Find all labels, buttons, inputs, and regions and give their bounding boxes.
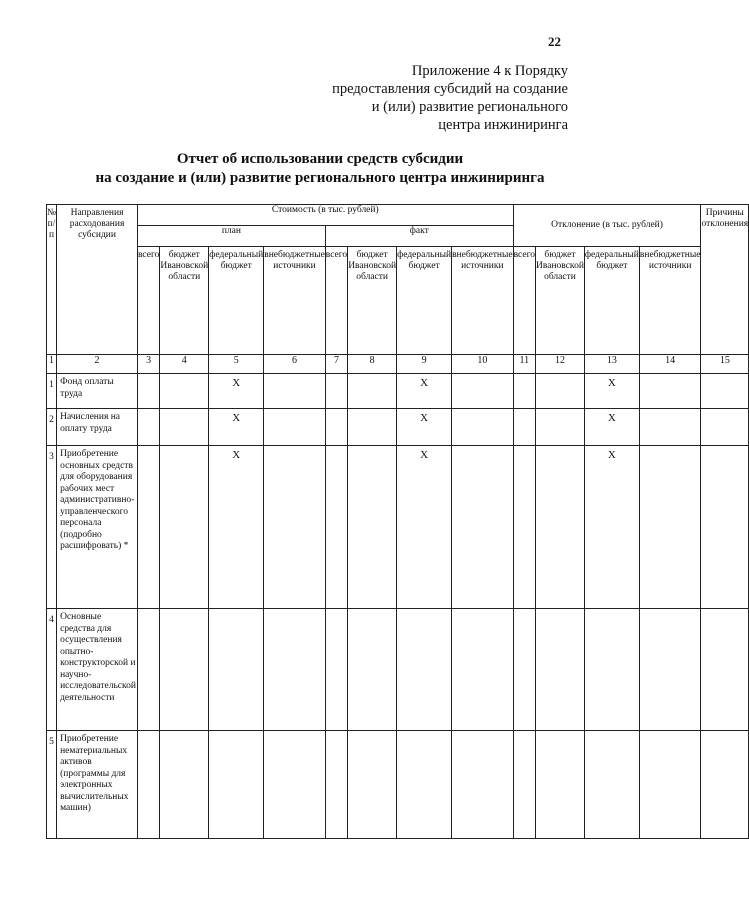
table-cell: [536, 446, 585, 609]
header-deviation: Отклонение (в тыс. рублей): [513, 205, 701, 247]
table-cell: [325, 731, 347, 839]
table-cell: [513, 409, 535, 446]
table-cell: [701, 609, 749, 731]
table-cell: [452, 374, 514, 409]
column-number: 5: [209, 355, 264, 374]
header-plan: план: [137, 226, 325, 247]
table-cell: [209, 731, 264, 839]
table-cell: [160, 446, 209, 609]
table-cell: [701, 731, 749, 839]
table-cell: [264, 609, 326, 731]
federal-mark: X: [397, 374, 452, 409]
federal-mark: X: [209, 374, 264, 409]
header-ivanovo: бюджет Ивановской области: [348, 247, 397, 355]
column-number: 2: [57, 355, 138, 374]
report-title: [0, 150, 640, 188]
table-cell: [137, 731, 159, 839]
header-federal: федеральный бюджет: [397, 247, 452, 355]
table-cell: [639, 374, 701, 409]
table-cell: [701, 446, 749, 609]
table-cell: [160, 409, 209, 446]
table-cell: [452, 409, 514, 446]
column-number: 7: [325, 355, 347, 374]
table-cell: [325, 609, 347, 731]
header-federal: федеральный бюджет: [209, 247, 264, 355]
row-number: 2: [47, 409, 57, 446]
table-cell: [513, 446, 535, 609]
table-cell: [160, 731, 209, 839]
column-number: 1: [47, 355, 57, 374]
table-cell: [348, 731, 397, 839]
report-title-line: Отчет об использовании средств субсидии: [176, 151, 464, 167]
row-direction: Приобретение нематериальных активов (программы для электронных вычислительных машин): [57, 731, 138, 839]
appendix-line: предоставления субсидий на создание: [332, 81, 568, 97]
table-cell: [348, 409, 397, 446]
row-direction: Основные средства для осуществления опытно-конструкторской и научно-исследовательской деятельности: [57, 609, 138, 731]
column-number: 4: [160, 355, 209, 374]
federal-mark: X: [584, 374, 639, 409]
federal-mark: X: [397, 446, 452, 609]
header-total: всего: [513, 247, 535, 355]
column-number: 6: [264, 355, 326, 374]
table-cell: [348, 446, 397, 609]
table-cell: [397, 731, 452, 839]
row-number: 1: [47, 374, 57, 409]
table-cell: [264, 374, 326, 409]
table-cell: [325, 374, 347, 409]
row-number: 5: [47, 731, 57, 839]
page-number: 22: [548, 34, 561, 49]
table-cell: [264, 409, 326, 446]
appendix-line: Приложение 4 к Порядку: [411, 63, 568, 79]
column-number: 11: [513, 355, 535, 374]
table-cell: [701, 409, 749, 446]
header-total: всего: [325, 247, 347, 355]
appendix-line: и (или) развитие регионального: [371, 99, 568, 115]
column-number: 10: [452, 355, 514, 374]
table-row: [47, 374, 749, 409]
table-cell: [397, 609, 452, 731]
table-cell: [348, 374, 397, 409]
header-total: всего: [137, 247, 159, 355]
header-num: № п/п: [47, 205, 57, 355]
table-cell: [137, 609, 159, 731]
header-ivanovo: бюджет Ивановской области: [160, 247, 209, 355]
table-cell: [209, 609, 264, 731]
table-cell: [639, 409, 701, 446]
table-cell: [513, 731, 535, 839]
table-cell: [701, 374, 749, 409]
report-title-line: на создание и (или) развитие регионального центра инжиниринга: [95, 170, 545, 186]
table-cell: [325, 409, 347, 446]
appendix-caption: [332, 62, 568, 134]
column-number: 9: [397, 355, 452, 374]
table-row: [47, 409, 749, 446]
report-table: [46, 204, 749, 839]
table-cell: [584, 609, 639, 731]
header-ivanovo: бюджет Ивановской области: [536, 247, 585, 355]
federal-mark: X: [209, 409, 264, 446]
table-cell: [536, 731, 585, 839]
table-row: [47, 609, 749, 731]
table-cell: [452, 731, 514, 839]
federal-mark: X: [584, 446, 639, 609]
table-cell: [639, 731, 701, 839]
header-federal: федеральный бюджет: [584, 247, 639, 355]
header-fact: факт: [325, 226, 513, 247]
table-cell: [264, 731, 326, 839]
row-direction: Приобретение основных средств для оборудования рабочих мест административно-управленческого персонала (подробно расшифровать) *: [57, 446, 138, 609]
header-extra: внебюджетные источники: [639, 247, 701, 355]
table-cell: [513, 374, 535, 409]
table-cell: [348, 609, 397, 731]
header-direction: Направления расходования субсидии: [57, 205, 138, 355]
table-cell: [584, 731, 639, 839]
table-cell: [452, 446, 514, 609]
table-cell: [536, 409, 585, 446]
table-cell: [639, 609, 701, 731]
table-cell: [536, 374, 585, 409]
column-number: 14: [639, 355, 701, 374]
row-number: 3: [47, 446, 57, 609]
federal-mark: X: [584, 409, 639, 446]
column-number: 3: [137, 355, 159, 374]
header-cost: Стоимость (в тыс. рублей): [137, 205, 513, 226]
table-cell: [536, 609, 585, 731]
header-reasons: Причины отклонения: [701, 205, 749, 355]
federal-mark: X: [209, 446, 264, 609]
row-direction: Фонд оплаты труда: [57, 374, 138, 409]
table-cell: [452, 609, 514, 731]
table-cell: [160, 374, 209, 409]
table-cell: [137, 374, 159, 409]
table-cell: [160, 609, 209, 731]
row-number: 4: [47, 609, 57, 731]
column-number: 15: [701, 355, 749, 374]
appendix-line: центра инжиниринга: [438, 117, 568, 133]
table-row: [47, 731, 749, 839]
table-cell: [137, 446, 159, 609]
column-number: 13: [584, 355, 639, 374]
table-row: [47, 446, 749, 609]
header-extra: внебюджетные источники: [452, 247, 514, 355]
table-cell: [137, 409, 159, 446]
header-extra: внебюджетные источники: [264, 247, 326, 355]
table-cell: [639, 446, 701, 609]
column-number: 8: [348, 355, 397, 374]
table-cell: [264, 446, 326, 609]
column-number: 12: [536, 355, 585, 374]
federal-mark: X: [397, 409, 452, 446]
table-cell: [513, 609, 535, 731]
row-direction: Начисления на оплату труда: [57, 409, 138, 446]
table-cell: [325, 446, 347, 609]
